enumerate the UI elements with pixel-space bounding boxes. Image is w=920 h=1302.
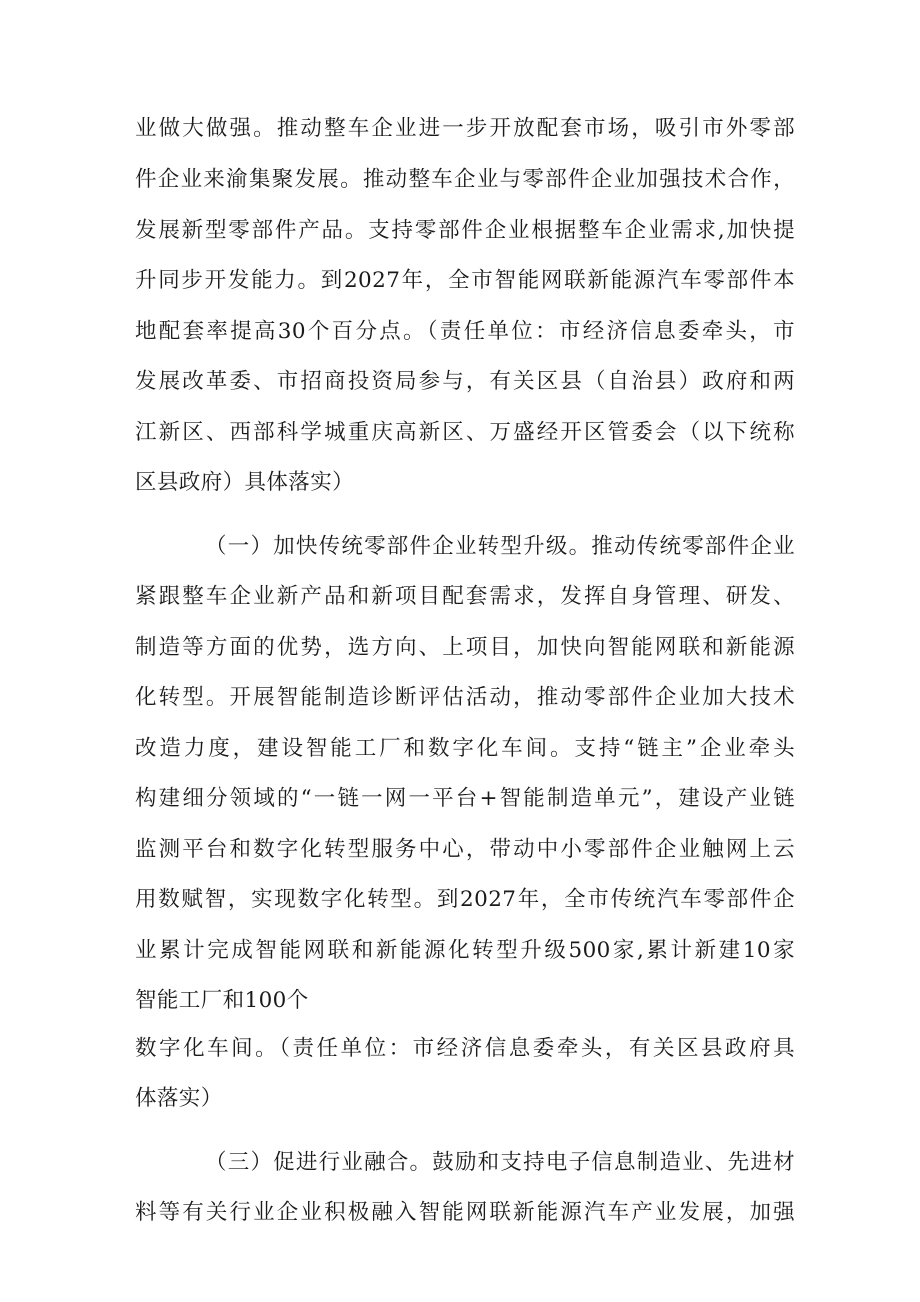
section-heading-line: （三）促进行业融合。鼓励和支持电子信息制造业、先进材 — [205, 1150, 795, 1175]
text-line: 制造等方面的优势，选方向、上项目，加快向智能网联和新能源 — [135, 635, 795, 660]
text-line: 化转型。开展智能制造诊断评估活动，推动零部件企业加大技术 — [135, 685, 795, 710]
text-line: 发展改革委、市招商投资局参与，有关区县（自治县）政府和两 — [135, 369, 795, 394]
text-line: 改造力度，建设智能工厂和数字化车间。支持“链主”企业牵头 — [135, 736, 795, 761]
text-line: 监测平台和数字化转型服务中心，带动中小零部件企业触网上云 — [135, 837, 795, 862]
section-heading-line: （一）加快传统零部件企业转型升级。推动传统零部件企业 — [205, 534, 795, 559]
text-line: 智能工厂和100个 — [135, 988, 309, 1013]
text-line: 发展新型零部件产品。支持零部件企业根据整车企业需求,加快提 — [135, 218, 795, 243]
text-line: 料等有关行业企业积极融入智能网联新能源汽车产业发展，加强 — [135, 1200, 795, 1225]
text-line: 江新区、西部科学城重庆高新区、万盛经开区管委会（以下统称 — [135, 420, 795, 445]
text-line: 体落实） — [135, 1086, 223, 1111]
text-line: 数字化车间。（责任单位：市经济信息委牵头，有关区县政府具 — [135, 1036, 795, 1061]
text-line: 业做大做强。推动整车企业进一步开放配套市场，吸引市外零部 — [135, 116, 795, 141]
text-line: 业累计完成智能网联和新能源化转型升级500家,累计新建10家 — [135, 938, 795, 963]
text-line: 紧跟整车企业新产品和新项目配套需求，发挥自身管理、研发、 — [135, 584, 795, 609]
text-line: 升同步开发能力。到2027年，全市智能网联新能源汽车零部件本 — [135, 268, 795, 293]
text-line: 件企业来渝集聚发展。推动整车企业与零部件企业加强技术合作， — [135, 167, 795, 192]
text-line: 地配套率提高30个百分点。（责任单位：市经济信息委牵头，市 — [135, 319, 795, 344]
text-line: 用数赋智，实现数字化转型。到2027年，全市传统汽车零部件企 — [135, 887, 795, 912]
text-line: 区县政府）具体落实） — [135, 470, 355, 495]
text-line: 构建细分领域的“一链一网一平台+智能制造单元”，建设产业链 — [135, 786, 795, 811]
